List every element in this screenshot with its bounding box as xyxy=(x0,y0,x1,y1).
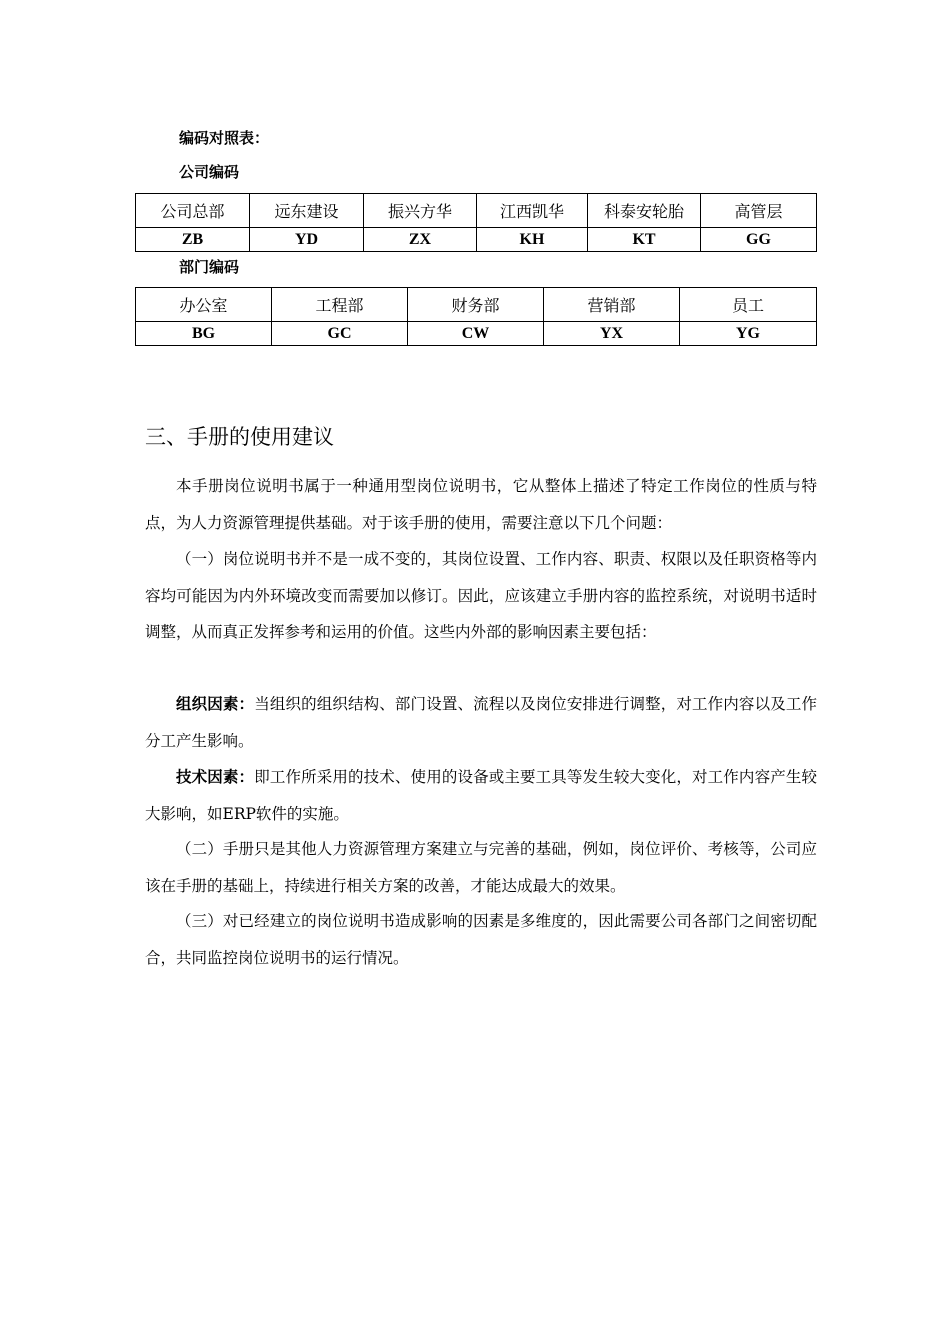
company-code-cell: GG xyxy=(701,228,817,252)
dept-code-cell: YX xyxy=(544,322,680,346)
dept-name-cell: 财务部 xyxy=(408,288,544,322)
dept-code-title: 部门编码 xyxy=(179,258,240,276)
company-name-cell: 高管层 xyxy=(701,194,817,228)
dept-name-cell: 办公室 xyxy=(136,288,272,322)
dept-name-cell: 员工 xyxy=(680,288,817,322)
company-code-cell: KT xyxy=(588,228,701,252)
dept-name-cell: 工程部 xyxy=(272,288,408,322)
code-table-title: 编码对照表： xyxy=(179,129,270,147)
company-name-cell: 科泰安轮胎 xyxy=(588,194,701,228)
company-code-row xyxy=(136,228,817,252)
dept-name-cell: 营销部 xyxy=(544,288,680,322)
dept-name-row xyxy=(136,288,817,322)
company-name-cell: 公司总部 xyxy=(136,194,250,228)
point-one-paragraph: （一）岗位说明书并不是一成不变的，其岗位设置、工作内容、职责、权限以及任职资格等内容均可能因为内外环境改变而需要加以修订。因此，应该建立手册内容的监控系统，对说明书适时调整，从而真正发挥参考和运用的价值。这些内外部的影响因素主要包括： xyxy=(145,550,817,641)
org-factor-paragraph xyxy=(145,686,817,759)
company-name-cell: 远东建设 xyxy=(250,194,364,228)
company-code-cell: ZX xyxy=(364,228,477,252)
company-name-cell: 江西凯华 xyxy=(477,194,588,228)
dept-code-row xyxy=(136,322,817,346)
company-code-table xyxy=(135,193,817,252)
point-two-paragraph: （二）手册只是其他人力资源管理方案建立与完善的基础，例如，岗位评价、考核等，公司应该在手册的基础上，持续进行相关方案的改善，才能达成最大的效果。 xyxy=(145,840,817,895)
dept-code-cell: GC xyxy=(272,322,408,346)
company-code-title: 公司编码 xyxy=(179,163,240,181)
org-factor-label: 组织因素： xyxy=(176,695,255,713)
tech-factor-paragraph xyxy=(145,759,817,832)
tech-factor-label: 技术因素： xyxy=(176,768,255,786)
dept-code-table xyxy=(135,287,817,346)
tech-factor-text: 即工作所采用的技术、使用的设备或主要工具等发生较大变化，对工作内容产生较大影响，如ERP软件的实施。 xyxy=(145,768,817,823)
company-name-row xyxy=(136,194,817,228)
company-name-cell: 振兴方华 xyxy=(364,194,477,228)
section-heading: 三、手册的使用建议 xyxy=(145,425,334,449)
company-code-cell: YD xyxy=(250,228,364,252)
org-factor-text: 当组织的组织结构、部门设置、流程以及岗位安排进行调整，对工作内容以及工作分工产生影响。 xyxy=(145,695,817,750)
dept-code-cell: YG xyxy=(680,322,817,346)
point-three-paragraph: （三）对已经建立的岗位说明书造成影响的因素是多维度的，因此需要公司各部门之间密切配合，共同监控岗位说明书的运行情况。 xyxy=(145,912,817,967)
company-code-cell: KH xyxy=(477,228,588,252)
dept-code-cell: CW xyxy=(408,322,544,346)
dept-code-cell: BG xyxy=(136,322,272,346)
company-code-cell: ZB xyxy=(136,228,250,252)
intro-paragraph: 本手册岗位说明书属于一种通用型岗位说明书，它从整体上描述了特定工作岗位的性质与特点，为人力资源管理提供基础。对于该手册的使用，需要注意以下几个问题： xyxy=(145,477,817,532)
